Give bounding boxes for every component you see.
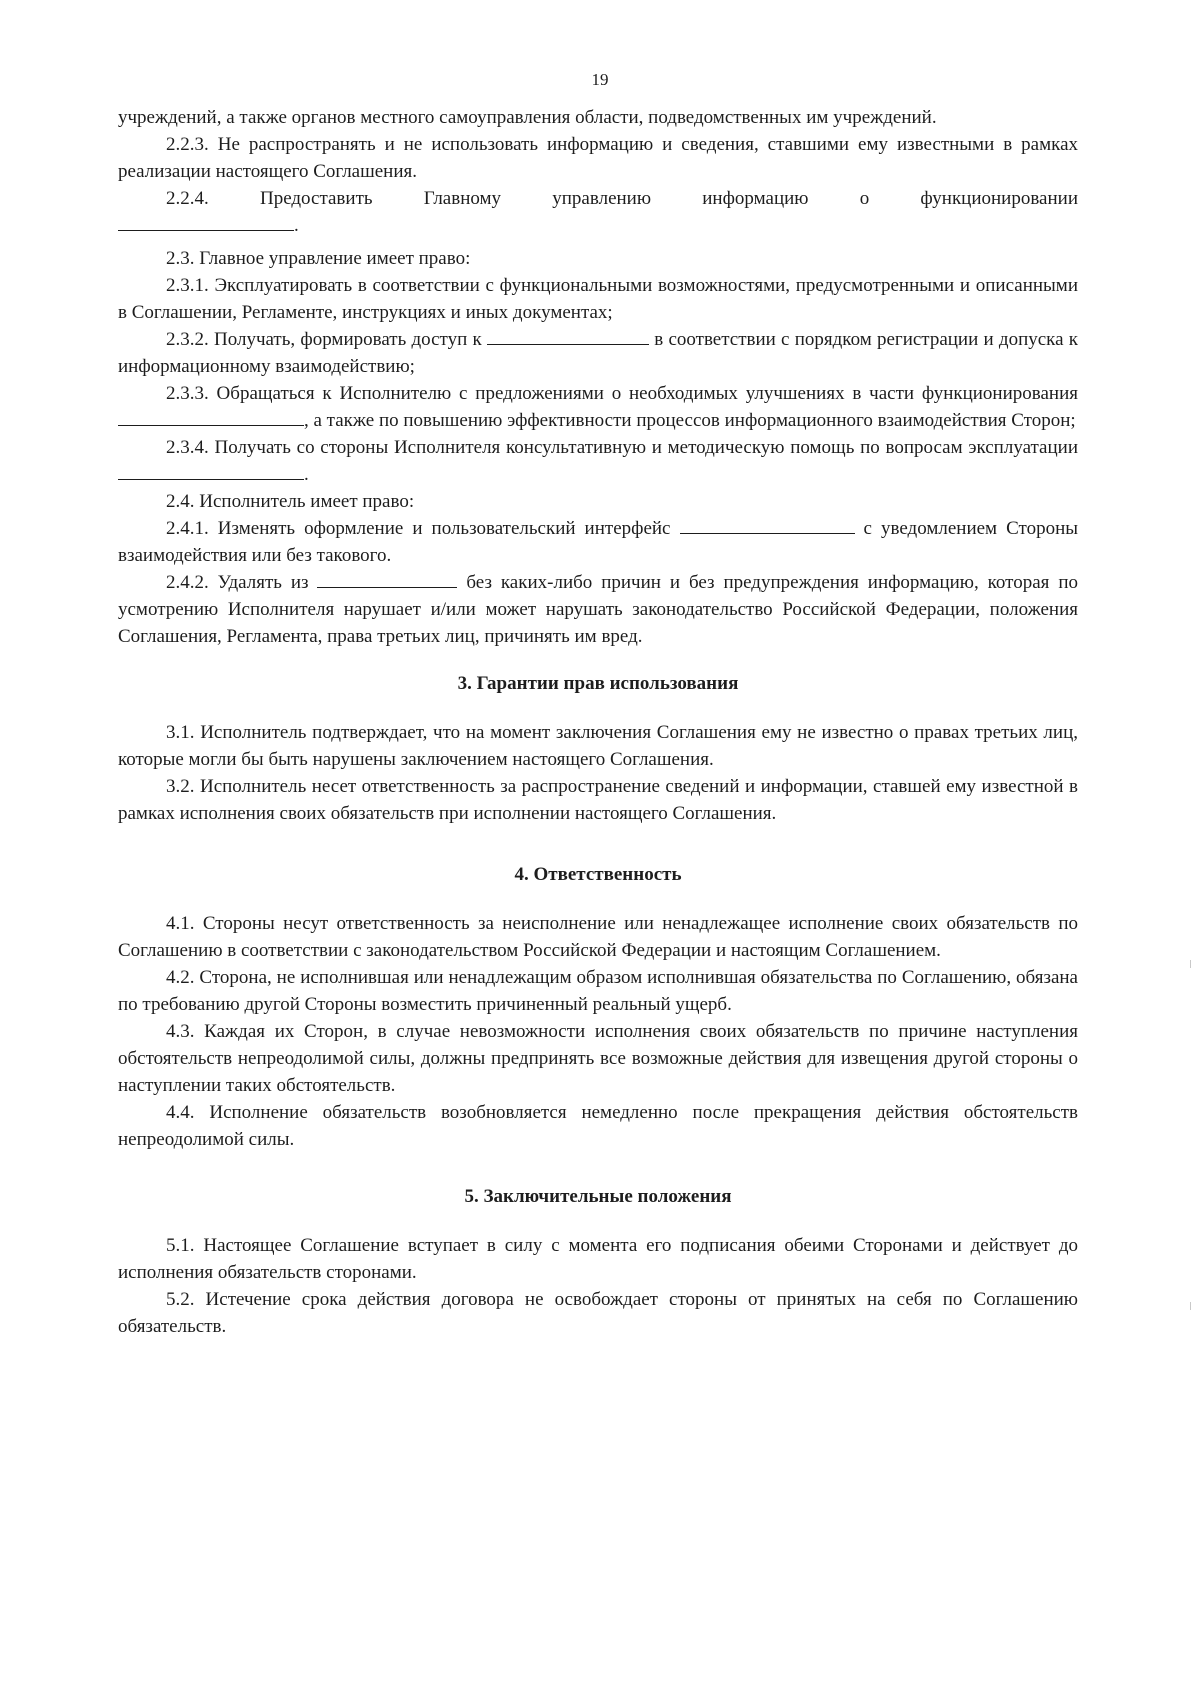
fill-in-blank [118,461,304,480]
section-4-heading: 4. Ответственность [514,864,682,885]
clause-2-3: 2.3. Главное управление имеет право: [166,248,471,269]
clause-2-3-4-text-a: 2.3.4. Получать со стороны Исполнителя консультативную и методическую помощь по вопросам эксплуатации [166,437,1078,458]
clause-2-3-2-text-a: 2.3.2. Получать, формировать доступ к [166,329,482,350]
scan-edge-mark [1190,960,1191,968]
clause-2-3-3-text-b: , а также по повышению эффективности процессов информационного взаимодействия Сторон; [304,410,1076,431]
paragraph-continuation: учреждений, а также органов местного самоуправления области, подведомственных им учреждений. [118,107,937,128]
clause-2-4-2 [118,569,1078,650]
fill-in-blank [118,212,294,231]
clause-5-2: 5.2. Истечение срока действия договора не освобождает стороны от принятых на себя по Соглашению обязательств. [118,1289,1078,1337]
clause-2-2-4-tail [118,212,1078,239]
clause-2-3-2-text-b: в соответствии с порядком регистрации и допуска к информационному взаимодействию; [118,329,1079,377]
clause-2-3-3 [118,380,1078,434]
clause-4-2: 4.2. Сторона, не исполнившая или ненадлежащим образом исполнившая обязательства по Соглашению, обязана по требованию другой Стороны возместить причиненный реальный ущерб. [118,967,1078,1015]
clause-2-4-1-text-a: 2.4.1. Изменять оформление и пользовательский интерфейс [166,518,671,539]
clause-5-1: 5.1. Настоящее Соглашение вступает в силу с момента его подписания обеими Сторонами и действует до исполнения обязательств сторонами. [118,1235,1078,1283]
clause-2-2-4-end: . [294,215,299,236]
clause-2-4-2-text-a: 2.4.2. Удалять из [166,572,309,593]
clause-3-2: 3.2. Исполнитель несет ответственность за распространение сведений и информации, ставшей ему известной в рамках исполнения своих обязательств при исполнении настоящего Соглашения. [118,776,1078,824]
section-5-heading: 5. Заключительные положения [464,1186,732,1207]
clause-4-1: 4.1. Стороны несут ответственность за неисполнение или ненадлежащее исполнение своих обязательств по Соглашению в соответствии с законодательством Российской Федерации и настоящим Соглашением. [118,913,1078,961]
clause-2-4: 2.4. Исполнитель имеет право: [166,491,415,512]
clause-2-2-4-text: 2.2.4. Предоставить Главному управлению информацию о функционировании [166,188,1078,209]
fill-in-blank [118,407,304,426]
clause-2-2-3: 2.2.3. Не распространять и не использовать информацию и сведения, ставшими ему известными в рамках реализации настоящего Соглашения. [118,134,1078,182]
fill-in-blank [680,515,855,534]
clause-2-3-3-text-a: 2.3.3. Обращаться к Исполнителю с предложениями о необходимых улучшениях в части функционирования [166,383,1078,404]
page-number: 19 [591,70,609,89]
scan-edge-mark [1190,1302,1191,1310]
clause-2-4-1 [118,515,1078,569]
clause-4-3: 4.3. Каждая их Сторон, в случае невозможности исполнения своих обязательств по причине наступления обстоятельств непреодолимой силы, должны предпринять все возможные действия для извещения другой стороны о наступлении таких обстоятельств. [118,1021,1078,1096]
clause-2-4-2-text-b: без каких-либо причин и без предупреждения информацию, которая по усмотрению Исполнителя нарушает и/или может нарушать законодательство Российской Федерации, положения Соглашения, Регламента, права третьих лиц, причинять им вред. [118,572,1078,647]
section-3-heading: 3. Гарантии прав использования [457,673,739,694]
clause-2-3-2 [118,326,1078,380]
clause-3-1: 3.1. Исполнитель подтверждает, что на момент заключения Соглашения ему не известно о правах третьих лиц, которые могли бы быть нарушены заключением настоящего Соглашения. [118,722,1078,770]
clause-2-3-4 [118,434,1078,488]
clause-2-3-4-end: . [304,464,309,485]
clause-2-2-4 [118,185,1078,212]
clause-2-4-1-text-b: с уведомлением Стороны взаимодействия или без такового. [118,518,1079,566]
fill-in-blank [317,569,457,588]
clause-4-4: 4.4. Исполнение обязательств возобновляется немедленно после прекращения действия обстоятельств непреодолимой силы. [118,1102,1078,1150]
fill-in-blank [487,326,649,345]
clause-2-3-1: 2.3.1. Эксплуатировать в соответствии с функциональными возможностями, предусмотренными и описанными в Соглашении, Регламенте, инструкциях и иных документах; [118,275,1078,323]
document-body [118,104,1078,1340]
